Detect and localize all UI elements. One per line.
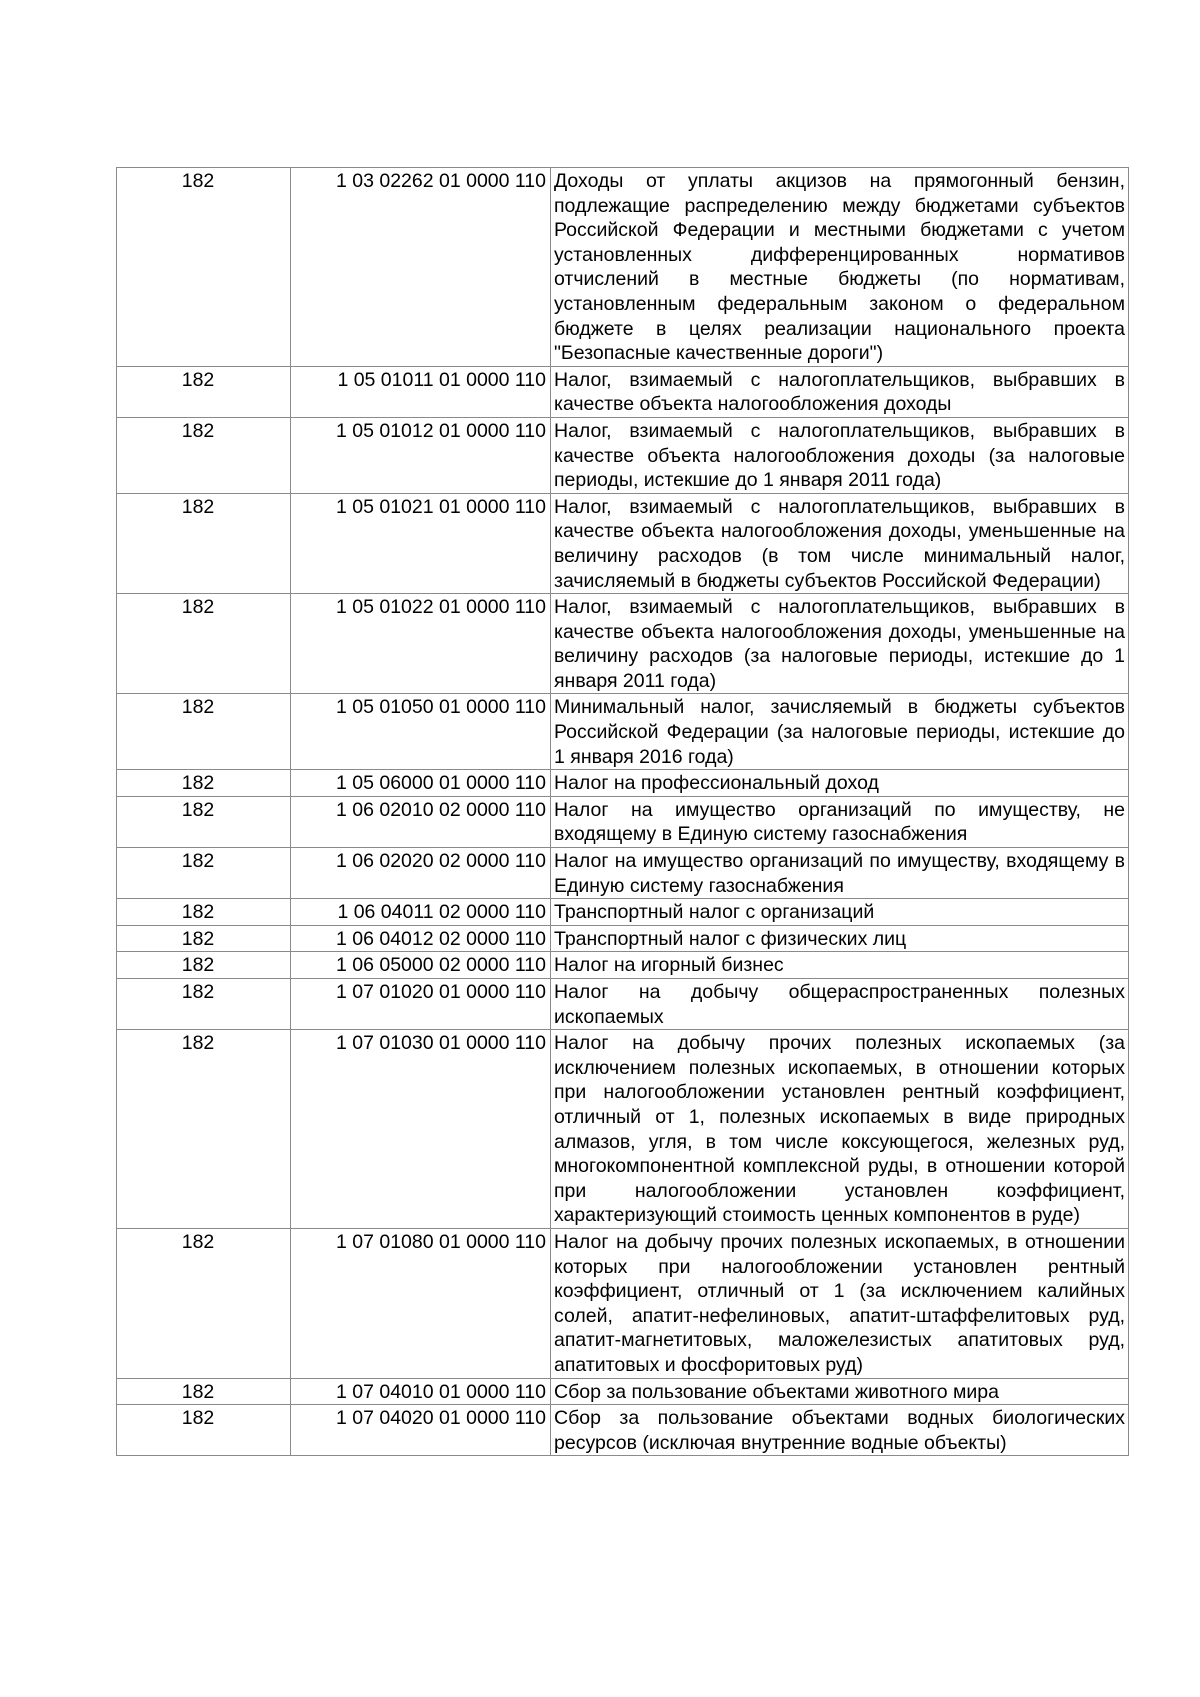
admin-code-cell: 182	[117, 594, 291, 694]
budget-code-cell: 1 03 02262 01 0000 110	[291, 168, 551, 367]
description-cell: Сбор за пользование объектами животного мира	[551, 1378, 1129, 1405]
admin-code-cell: 182	[117, 848, 291, 899]
admin-code-cell: 182	[117, 366, 291, 417]
description-cell: Транспортный налог с физических лиц	[551, 925, 1129, 952]
description-cell: Налог на профессиональный доход	[551, 770, 1129, 797]
table-row	[117, 979, 1129, 1030]
description-cell: Налог, взимаемый с налогоплательщиков, выбравших в качестве объекта налогообложения доходы, уменьшенные на величину расходов (в том числе минимальный налог, зачисляемый в бюджеты субъектов Российской Федерации)	[551, 493, 1129, 593]
table-row	[117, 1030, 1129, 1229]
description-cell: Налог, взимаемый с налогоплательщиков, выбравших в качестве объекта налогообложения доходы	[551, 366, 1129, 417]
description-cell: Сбор за пользование объектами водных биологических ресурсов (исключая внутренние водные объекты)	[551, 1405, 1129, 1456]
budget-code-cell: 1 07 01020 01 0000 110	[291, 979, 551, 1030]
budget-code-cell: 1 06 05000 02 0000 110	[291, 952, 551, 979]
budget-code-cell: 1 05 01022 01 0000 110	[291, 594, 551, 694]
table-row	[117, 770, 1129, 797]
budget-code-cell: 1 07 04010 01 0000 110	[291, 1378, 551, 1405]
description-cell: Налог на имущество организаций по имуществу, не входящему в Единую систему газоснабжения	[551, 796, 1129, 847]
table-row	[117, 925, 1129, 952]
budget-code-cell: 1 05 06000 01 0000 110	[291, 770, 551, 797]
table-row	[117, 848, 1129, 899]
description-cell: Транспортный налог с организаций	[551, 899, 1129, 926]
description-cell: Минимальный налог, зачисляемый в бюджеты субъектов Российской Федерации (за налоговые периоды, истекшие до 1 января 2016 года)	[551, 694, 1129, 770]
budget-code-cell: 1 06 04011 02 0000 110	[291, 899, 551, 926]
budget-code-cell: 1 07 01030 01 0000 110	[291, 1030, 551, 1229]
budget-code-cell: 1 05 01050 01 0000 110	[291, 694, 551, 770]
admin-code-cell: 182	[117, 493, 291, 593]
table-row	[117, 899, 1129, 926]
description-cell: Налог на добычу прочих полезных ископаемых, в отношении которых при налогообложении установлен рентный коэффициент, отличный от 1 (за исключением калийных солей, апатит-нефелиновых, апатит-штаффелитовых руд, апатит-магнетитовых, маложелезистых апатитовых руд, апатитовых и фосфоритовых руд)	[551, 1228, 1129, 1378]
table-row	[117, 417, 1129, 493]
admin-code-cell: 182	[117, 168, 291, 367]
table-row	[117, 952, 1129, 979]
table-row	[117, 366, 1129, 417]
admin-code-cell: 182	[117, 899, 291, 926]
budget-code-cell: 1 06 02020 02 0000 110	[291, 848, 551, 899]
admin-code-cell: 182	[117, 796, 291, 847]
description-cell: Доходы от уплаты акцизов на прямогонный бензин, подлежащие распределению между бюджетами субъектов Российской Федерации и местными бюджетами с учетом установленных дифференцированных нормативов отчислений в местные бюджеты (по нормативам, установленным федеральным законом о федеральном бюджете в целях реализации национального проекта "Безопасные качественные дороги")	[551, 168, 1129, 367]
admin-code-cell: 182	[117, 1378, 291, 1405]
admin-code-cell: 182	[117, 417, 291, 493]
description-cell: Налог, взимаемый с налогоплательщиков, выбравших в качестве объекта налогообложения доходы, уменьшенные на величину расходов (за налоговые периоды, истекшие до 1 января 2011 года)	[551, 594, 1129, 694]
table-row	[117, 168, 1129, 367]
table-row	[117, 694, 1129, 770]
admin-code-cell: 182	[117, 1405, 291, 1456]
admin-code-cell: 182	[117, 694, 291, 770]
description-cell: Налог на игорный бизнес	[551, 952, 1129, 979]
table-row	[117, 493, 1129, 593]
table-row	[117, 594, 1129, 694]
budget-code-cell: 1 07 04020 01 0000 110	[291, 1405, 551, 1456]
budget-code-cell: 1 05 01021 01 0000 110	[291, 493, 551, 593]
table-row	[117, 796, 1129, 847]
description-cell: Налог, взимаемый с налогоплательщиков, выбравших в качестве объекта налогообложения доходы (за налоговые периоды, истекшие до 1 января 2011 года)	[551, 417, 1129, 493]
admin-code-cell: 182	[117, 770, 291, 797]
admin-code-cell: 182	[117, 925, 291, 952]
table-row	[117, 1378, 1129, 1405]
table-row	[117, 1228, 1129, 1378]
revenue-codes-table	[116, 167, 1129, 1456]
budget-code-cell: 1 06 04012 02 0000 110	[291, 925, 551, 952]
description-cell: Налог на добычу прочих полезных ископаемых (за исключением полезных ископаемых, в отношении которых при налогообложении установлен рентный коэффициент, отличный от 1, полезных ископаемых в виде природных алмазов, угля, в том числе коксующегося, железных руд, многокомпонентной комплексной руды, в отношении которой при налогообложении установлен коэффициент, характеризующий стоимость ценных компонентов в руде)	[551, 1030, 1129, 1229]
description-cell: Налог на имущество организаций по имуществу, входящему в Единую систему газоснабжения	[551, 848, 1129, 899]
table-row	[117, 1405, 1129, 1456]
admin-code-cell: 182	[117, 979, 291, 1030]
admin-code-cell: 182	[117, 1228, 291, 1378]
admin-code-cell: 182	[117, 952, 291, 979]
budget-code-cell: 1 06 02010 02 0000 110	[291, 796, 551, 847]
budget-code-cell: 1 05 01012 01 0000 110	[291, 417, 551, 493]
budget-code-cell: 1 05 01011 01 0000 110	[291, 366, 551, 417]
admin-code-cell: 182	[117, 1030, 291, 1229]
budget-code-cell: 1 07 01080 01 0000 110	[291, 1228, 551, 1378]
description-cell: Налог на добычу общераспространенных полезных ископаемых	[551, 979, 1129, 1030]
